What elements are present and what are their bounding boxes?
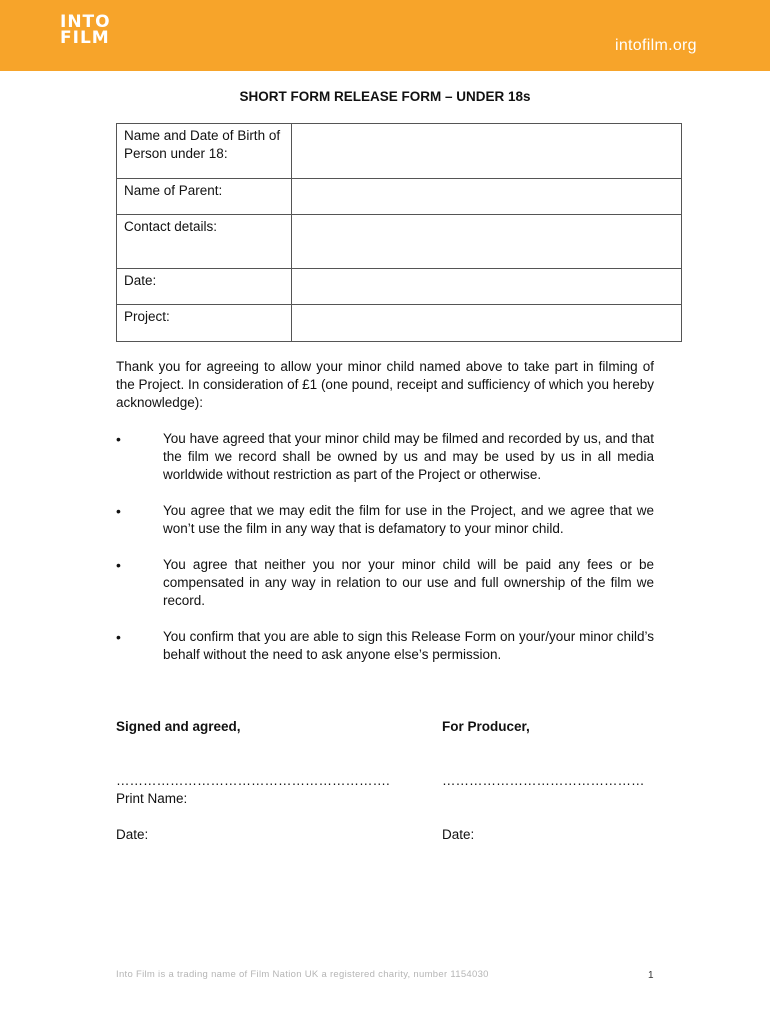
field-value-parent[interactable]	[292, 179, 682, 215]
field-value-contact[interactable]	[292, 215, 682, 269]
bullet-text-2: You agree that we may edit the film for use in the Project, and we agree that we won’t use the film in any way that is defamatory to your minor child.	[163, 503, 654, 536]
logo-line-1: INTO	[60, 12, 111, 32]
table-row	[117, 124, 682, 179]
field-label-date: Date:	[117, 269, 292, 305]
signature-line-left: …………………………………………………….	[116, 773, 390, 788]
field-label-project: Project:	[117, 305, 292, 342]
for-producer-heading: For Producer,	[442, 719, 530, 734]
intro-paragraph: Thank you for agreeing to allow your minor child named above to take part in filming of the Project. In consideration of £1 (one pound, receipt and sufficiency of which you hereby acknowledge):	[116, 359, 654, 410]
table-row	[117, 305, 682, 342]
signature-line-right: ………………………………………	[442, 773, 645, 788]
footer-text: Into Film is a trading name of Film Nation UK a registered charity, number 1154030	[116, 969, 489, 980]
bullet-text-3: You agree that neither you nor your minor child will be paid any fees or be compensated in any way in relation to our use and full ownership of the film we record.	[163, 557, 654, 608]
field-value-project[interactable]	[292, 305, 682, 342]
details-table	[116, 123, 682, 342]
bullet-icon: •	[116, 431, 121, 447]
field-label-name-dob: Name and Date of Birth of Person under 18:	[117, 124, 292, 179]
date-label-right: Date:	[442, 827, 475, 842]
field-label-contact: Contact details:	[117, 215, 292, 269]
table-row	[117, 269, 682, 305]
print-name-label: Print Name:	[116, 791, 188, 806]
page-number: 1	[648, 970, 654, 981]
header-bar	[0, 0, 770, 71]
signed-agreed-heading: Signed and agreed,	[116, 719, 241, 734]
bullet-icon: •	[116, 503, 121, 519]
field-value-date[interactable]	[292, 269, 682, 305]
bullet-text-1: You have agreed that your minor child may be filmed and recorded by us, and that the film we record shall be owned by us and may be used by us in all media worldwide without restriction as part of the Project or otherwise.	[163, 431, 654, 482]
field-value-name-dob[interactable]	[292, 124, 682, 179]
table-row	[117, 215, 682, 269]
site-url[interactable]: intofilm.org	[615, 37, 697, 54]
bullet-icon: •	[116, 557, 121, 573]
field-label-parent: Name of Parent:	[117, 179, 292, 215]
bullet-icon: •	[116, 629, 121, 645]
logo-line-2: FILM	[60, 28, 110, 48]
table-row	[117, 179, 682, 215]
page-title: SHORT FORM RELEASE FORM – UNDER 18s	[239, 89, 531, 104]
bullet-text-4: You confirm that you are able to sign this Release Form on your/your minor child’s behalf without the need to ask anyone else’s permission.	[163, 629, 654, 662]
date-label-left: Date:	[116, 827, 149, 842]
into-film-logo	[60, 14, 111, 46]
